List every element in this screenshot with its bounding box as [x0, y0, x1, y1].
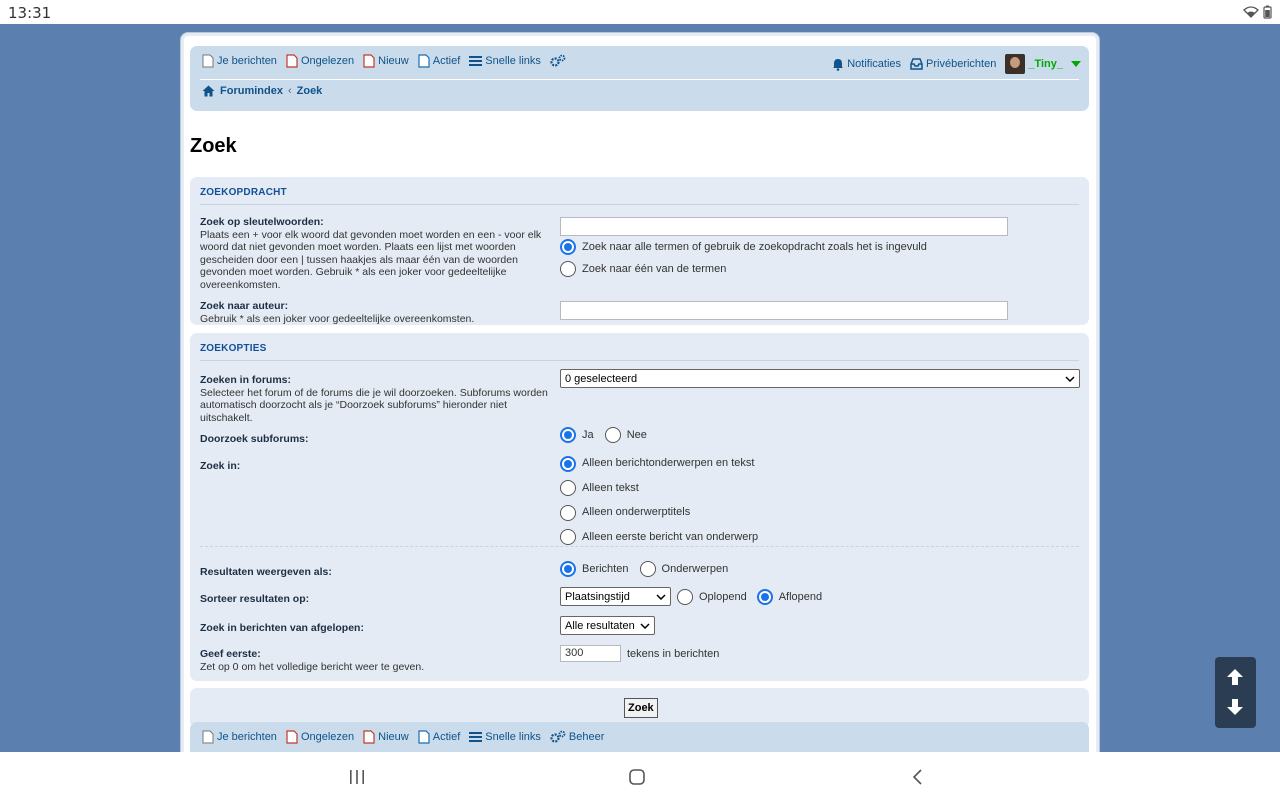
radio-sort-asc-dot[interactable] [677, 589, 693, 605]
bottom-nav-quick-links-label: Snelle links [485, 731, 541, 743]
display-label-block [200, 566, 555, 579]
inbox-icon [910, 58, 923, 70]
bottom-nav-active[interactable] [418, 730, 461, 744]
scroll-buttons [1215, 657, 1256, 728]
bottom-nav-admin-label: Beheer [568, 731, 605, 743]
breadcrumb [202, 85, 322, 97]
radio-search-titles-only-dot[interactable] [560, 505, 576, 521]
radio-search-text-only-dot[interactable] [560, 480, 576, 496]
radio-any-term[interactable] [560, 261, 726, 277]
home-button-icon[interactable] [628, 768, 646, 786]
caret-down-icon [1071, 61, 1081, 67]
arrow-down-icon[interactable] [1225, 697, 1245, 717]
file-red-icon [286, 730, 298, 744]
period-select-value: Alle resultaten [565, 619, 635, 632]
author-help: Gebruik * als een joker voor gedeeltelijke overeenkomsten. [200, 312, 475, 325]
author-label-block [200, 300, 555, 325]
radio-search-titles-only[interactable] [560, 503, 690, 522]
subforums-label-block [200, 433, 555, 446]
bottom-nav-my-posts-label: Je berichten [217, 731, 277, 743]
keywords-field-group [560, 217, 1008, 280]
bottom-nav-active-label: Actief [432, 731, 461, 743]
forums-select-value: 0 geselecteerd [565, 372, 638, 385]
wifi-icon [1243, 6, 1259, 18]
chars-label: Geef eerste: [200, 648, 261, 660]
battery-icon [1263, 5, 1272, 19]
search-in-radio-group [560, 454, 758, 552]
bottom-nav-my-posts[interactable] [202, 730, 277, 744]
avatar [1005, 54, 1025, 74]
chars-suffix: tekens in berichten [627, 647, 720, 660]
gears-icon [550, 54, 566, 68]
radio-any-term-label: Zoek naar één van de termen [582, 263, 727, 275]
author-field-group [560, 301, 1008, 320]
bottom-nav-new[interactable] [363, 730, 409, 744]
arrow-up-icon[interactable] [1225, 667, 1245, 687]
file-icon [202, 54, 214, 68]
file-blue-icon [418, 730, 430, 744]
user-menu[interactable] [1005, 54, 1081, 74]
notifications-label: Notificaties [847, 58, 902, 70]
forum-wrapper [181, 33, 1099, 752]
author-label: Zoek naar auteur: [200, 300, 289, 312]
search-submit-button[interactable]: Zoek [624, 698, 658, 718]
chars-input[interactable]: 300 [560, 645, 621, 662]
bottom-nav-new-label: Nieuw [378, 731, 409, 743]
keywords-terms-radio-group [560, 239, 1008, 280]
nav-admin[interactable] [550, 54, 566, 68]
recent-apps-icon[interactable] [348, 768, 366, 786]
private-messages-link[interactable] [910, 58, 996, 70]
radio-search-subjects-text-label: Alleen berichtonderwerpen en tekst [582, 457, 755, 469]
period-select[interactable] [560, 616, 655, 635]
period-field-group [560, 616, 655, 635]
nav-active-label: Actief [432, 55, 461, 67]
radio-search-subjects-text-dot[interactable] [560, 456, 576, 472]
nav-unread[interactable] [286, 54, 354, 68]
radio-subforums-yes-dot[interactable] [560, 427, 576, 443]
options-panel [190, 333, 1089, 681]
search-in-label-block [200, 460, 555, 473]
sort-field-group [560, 587, 822, 606]
display-label: Resultaten weergeven als: [200, 566, 332, 578]
subforums-radio-group [560, 427, 647, 446]
options-panel-title: ZOEKOPTIES [200, 343, 1079, 361]
navbar-divider [200, 79, 1079, 80]
bars-icon [469, 55, 482, 67]
keywords-input[interactable] [560, 217, 1008, 236]
username: _Tiny_ [1028, 58, 1063, 70]
bars-icon [469, 731, 482, 743]
file-icon [202, 730, 214, 744]
notifications-link[interactable] [832, 58, 901, 71]
radio-all-terms-label: Zoek naar alle termen of gebruik de zoekopdracht zoals het is ingevuld [582, 241, 927, 253]
file-red-icon [363, 54, 375, 68]
query-panel [190, 177, 1089, 325]
radio-subforums-no-label: Nee [626, 429, 647, 441]
status-bar [0, 0, 1280, 24]
radio-display-posts-dot[interactable] [560, 561, 576, 577]
breadcrumb-current[interactable]: Zoek [296, 85, 323, 97]
bottom-nav-quick-links[interactable] [469, 731, 541, 743]
bottom-nav-admin[interactable] [550, 730, 604, 744]
radio-search-first-post-label: Alleen eerste bericht van onderwerp [582, 530, 759, 543]
breadcrumb-separator: ‹ [287, 85, 292, 97]
nav-new-label: Nieuw [378, 55, 409, 67]
radio-search-text-only-label: Alleen tekst [582, 481, 639, 494]
forums-select[interactable] [560, 369, 1080, 388]
radio-display-topics[interactable] [640, 561, 729, 577]
query-panel-title: ZOEKOPDRACHT [200, 187, 1079, 205]
nav-active[interactable] [418, 54, 461, 68]
keywords-help: Plaats een + voor elk woord dat gevonden moet worden en een - voor elk woord dat niet gevonden moet worden. Plaats een lijst met woorden gescheiden door een | tussen haakjes als maar één van de woorden gevonden moet worden. Gebruik * als een joker voor gedeeltelijke overeenkomsten. [200, 228, 542, 291]
radio-search-text-only[interactable] [560, 479, 639, 498]
period-label: Zoek in berichten van afgelopen: [200, 622, 364, 634]
clock: 13:31 [8, 4, 52, 22]
radio-search-first-post-dot[interactable] [560, 529, 576, 545]
search-in-label: Zoek in: [200, 460, 241, 472]
radio-subforums-yes[interactable] [560, 427, 594, 443]
display-radio-group [560, 561, 728, 580]
forums-field-group [560, 369, 1080, 388]
system-nav-bar [0, 752, 1280, 800]
radio-subforums-no[interactable] [605, 427, 647, 443]
radio-display-topics-label: Onderwerpen [661, 563, 729, 575]
radio-sort-asc-label: Oplopend [699, 590, 747, 603]
sort-label-block [200, 593, 555, 606]
radio-display-topics-dot[interactable] [640, 561, 656, 577]
chevron-down-icon [640, 623, 650, 629]
radio-all-terms[interactable] [560, 239, 927, 255]
file-red-icon [363, 730, 375, 744]
subforums-label: Doorzoek subforums: [200, 433, 309, 445]
bottom-nav-unread[interactable] [286, 730, 354, 744]
period-label-block [200, 622, 555, 635]
forums-label: Zoeken in forums: [200, 374, 292, 386]
breadcrumb-home[interactable]: Forumindex [220, 85, 283, 97]
author-input[interactable] [560, 301, 1008, 320]
sort-label: Sorteer resultaten op: [200, 593, 310, 605]
chars-label-block [200, 648, 555, 673]
file-red-icon [286, 54, 298, 68]
bottom-quick-nav [202, 730, 604, 744]
back-icon[interactable] [909, 768, 927, 786]
forums-label-block [200, 374, 555, 424]
radio-display-posts[interactable] [560, 561, 628, 577]
gears-icon [550, 730, 566, 744]
radio-sort-desc-dot[interactable] [757, 589, 773, 605]
radio-sort-asc[interactable] [677, 589, 747, 605]
page-title: Zoek [190, 135, 237, 157]
radio-display-posts-label: Berichten [582, 563, 629, 575]
forums-help: Selecteer het forum of de forums die je wil doorzoeken. Subforums worden automatisch doorzocht als je “Doorzoek subforums” hieronder niet uitschakelt. [200, 386, 548, 424]
chevron-down-icon [1065, 376, 1075, 382]
home-icon [202, 85, 215, 97]
keywords-label-block [200, 216, 555, 292]
nav-quick-links[interactable] [469, 55, 541, 67]
bottom-nav-unread-label: Ongelezen [300, 731, 355, 743]
nav-my-posts-label: Je berichten [217, 55, 277, 67]
private-messages-label: Privéberichten [926, 58, 997, 70]
nav-quick-links-label: Snelle links [485, 55, 541, 67]
chevron-down-icon [656, 594, 666, 600]
radio-search-subjects-text[interactable] [560, 454, 754, 473]
radio-sort-desc[interactable] [757, 589, 822, 605]
options-divider [200, 546, 1079, 547]
file-blue-icon [418, 54, 430, 68]
chars-help: Zet op 0 om het volledige bericht weer te geven. [200, 660, 425, 673]
nav-my-posts[interactable] [202, 54, 277, 68]
bottom-navbar [190, 722, 1089, 752]
sort-select[interactable] [560, 587, 671, 606]
radio-search-first-post[interactable] [560, 528, 758, 547]
chars-field-group [560, 645, 719, 662]
user-nav [832, 54, 1081, 74]
radio-search-titles-only-label: Alleen onderwerptitels [582, 506, 691, 518]
page-background [0, 24, 1280, 752]
top-navbar [190, 46, 1089, 111]
quick-nav [202, 54, 566, 68]
bell-icon [832, 58, 844, 71]
radio-all-terms-dot[interactable] [560, 239, 576, 255]
radio-any-term-dot[interactable] [560, 261, 576, 277]
nav-new[interactable] [363, 54, 409, 68]
radio-subforums-yes-label: Ja [582, 429, 594, 441]
system-icons [1243, 5, 1272, 19]
radio-sort-desc-label: Aflopend [778, 590, 823, 603]
radio-subforums-no-dot[interactable] [605, 427, 621, 443]
sort-select-value: Plaatsingstijd [565, 590, 630, 603]
keywords-label: Zoek op sleutelwoorden: [200, 216, 324, 228]
nav-unread-label: Ongelezen [300, 55, 355, 67]
